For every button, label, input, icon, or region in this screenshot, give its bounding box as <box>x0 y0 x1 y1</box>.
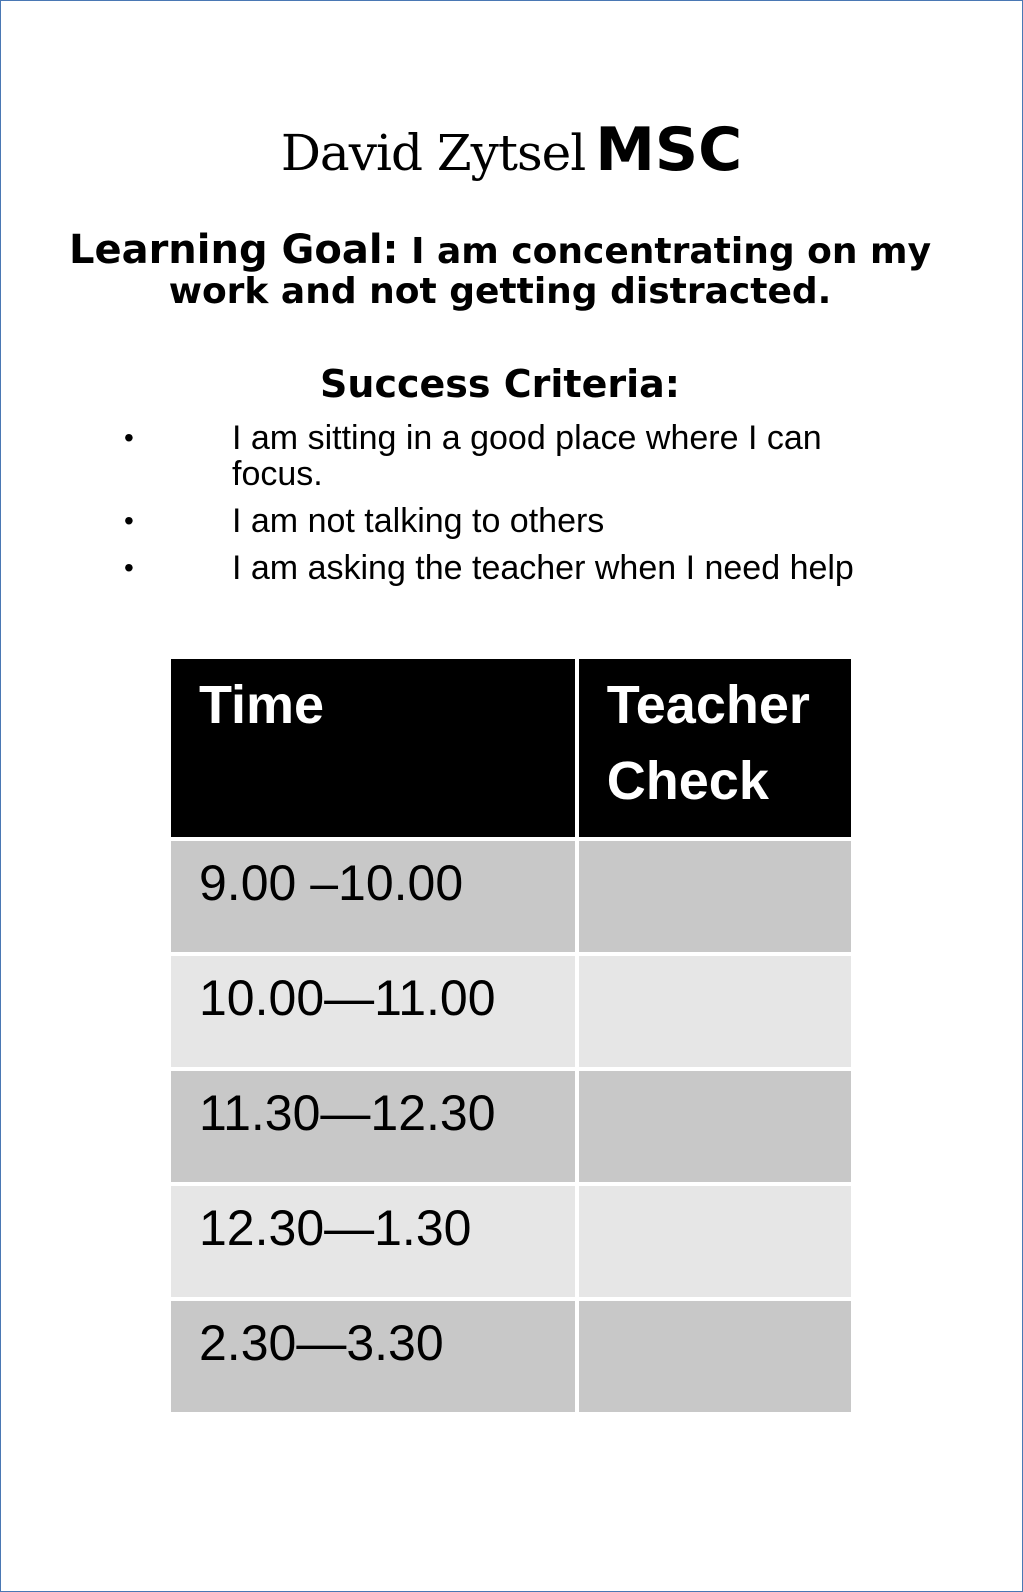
time-cell: 12.30—1.30 <box>171 1186 579 1301</box>
student-name: David Zytsel <box>280 124 586 182</box>
header-time: Time <box>171 659 579 841</box>
table-row <box>171 1186 851 1301</box>
criteria-item <box>0 420 912 492</box>
criteria-text: I am not talking to others <box>232 502 605 540</box>
bullet-icon: • <box>124 552 134 583</box>
learning-goal-text: I am concentrating on my work and not getting distracted. <box>168 231 932 312</box>
teacher-check-cell[interactable] <box>579 1301 851 1416</box>
table-row <box>171 841 851 956</box>
time-cell: 9.00 –10.00 <box>171 841 579 956</box>
title-suffix: MSC <box>595 115 743 185</box>
teacher-check-cell[interactable] <box>579 956 851 1071</box>
table-row <box>171 1301 851 1416</box>
criteria-item <box>0 550 912 586</box>
learning-goal <box>60 227 940 312</box>
table-header-row <box>171 659 851 841</box>
criteria-item <box>0 503 912 539</box>
time-cell: 2.30—3.30 <box>171 1301 579 1416</box>
time-cell: 10.00—11.00 <box>171 956 579 1071</box>
bullet-icon: • <box>124 505 134 536</box>
table-row <box>171 956 851 1071</box>
teacher-check-cell[interactable] <box>579 1071 851 1186</box>
bullet-icon: • <box>124 422 134 453</box>
criteria-text: I am sitting in a good place where I can focus. <box>232 419 822 493</box>
header-teacher-check: Teacher Check <box>579 659 851 841</box>
table-row <box>171 1071 851 1186</box>
criteria-text: I am asking the teacher when I need help <box>232 549 854 587</box>
success-criteria-heading: Success Criteria: <box>320 362 680 406</box>
learning-goal-label: Learning Goal: <box>68 227 399 273</box>
time-cell: 11.30—12.30 <box>171 1071 579 1186</box>
success-criteria-list <box>0 420 1023 597</box>
teacher-check-cell[interactable] <box>579 1186 851 1301</box>
page-title <box>0 114 1023 202</box>
schedule-table <box>171 659 851 1416</box>
teacher-check-cell[interactable] <box>579 841 851 956</box>
